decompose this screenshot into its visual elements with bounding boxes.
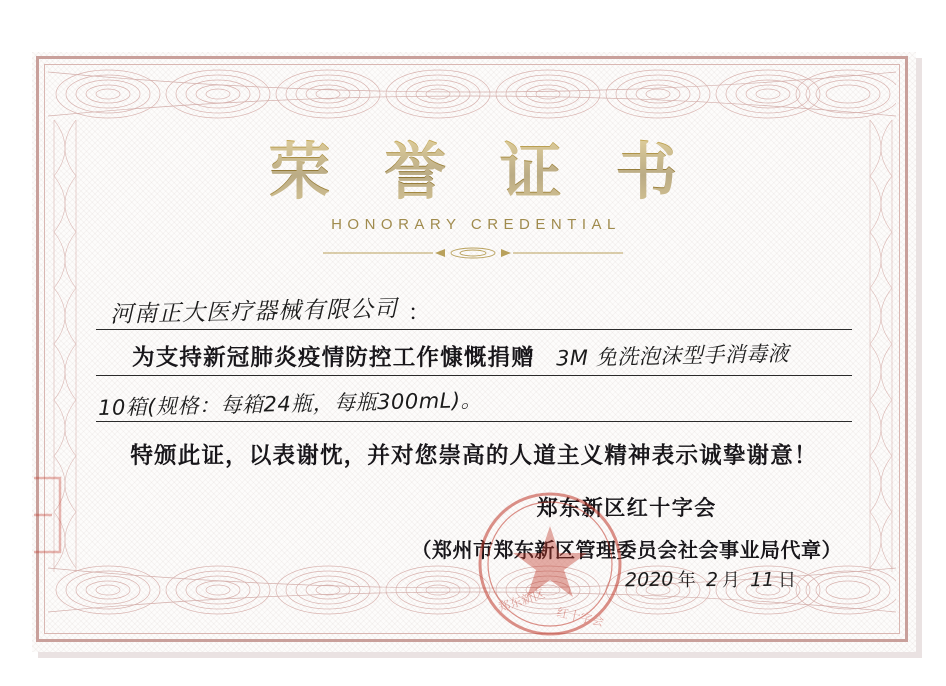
certificate-subtitle: HONORARY CREDENTIAL — [331, 216, 621, 234]
recipient-name: 河南正大医疗器械有限公司 — [109, 295, 399, 329]
svg-text:红十字会: 红十字会 — [555, 605, 606, 629]
date-year: 2020 — [625, 568, 674, 592]
recipient-rule — [96, 329, 852, 330]
recipient-line — [96, 292, 852, 336]
issuer-name: 郑东新区红十字会 — [536, 495, 717, 520]
donation-printed-text: 为支持新冠肺炎疫情防控工作慷慨捐赠 — [132, 345, 535, 371]
seal-edge-mark — [34, 470, 78, 560]
recipient-colon: ： — [408, 301, 431, 326]
date-year-unit: 年 — [677, 570, 696, 591]
quantity-rule — [96, 421, 852, 422]
title-divider-ornament — [323, 247, 623, 259]
certificate-title: 荣 誉 证 书 — [0, 138, 946, 206]
ornament-band-top — [48, 66, 896, 122]
svg-text:郑东新区: 郑东新区 — [496, 586, 547, 615]
donated-item: 3M 免洗泡沫型手消毒液 — [555, 341, 790, 371]
date-month: 2 — [705, 568, 719, 592]
quantity-line — [96, 382, 852, 428]
thanks-statement: 特颁此证，以表谢忱，并对您崇高的人道主义精神表示诚挚谢意！ — [130, 443, 818, 469]
date-month-unit: 月 — [721, 570, 740, 591]
date-day-unit: 日 — [778, 570, 796, 591]
issue-date — [625, 566, 806, 592]
issuer-note: （郑州市郑东新区管理委员会社会事业局代章） — [411, 538, 842, 562]
certificate-body — [96, 292, 852, 470]
donated-quantity: 10箱(规格：每箱24瓶，每瓶300mL)。 — [97, 387, 483, 421]
donation-rule — [96, 375, 852, 376]
signature-block — [412, 492, 843, 563]
donation-line — [96, 336, 852, 382]
title-block — [0, 135, 946, 264]
date-day: 11 — [749, 568, 775, 592]
